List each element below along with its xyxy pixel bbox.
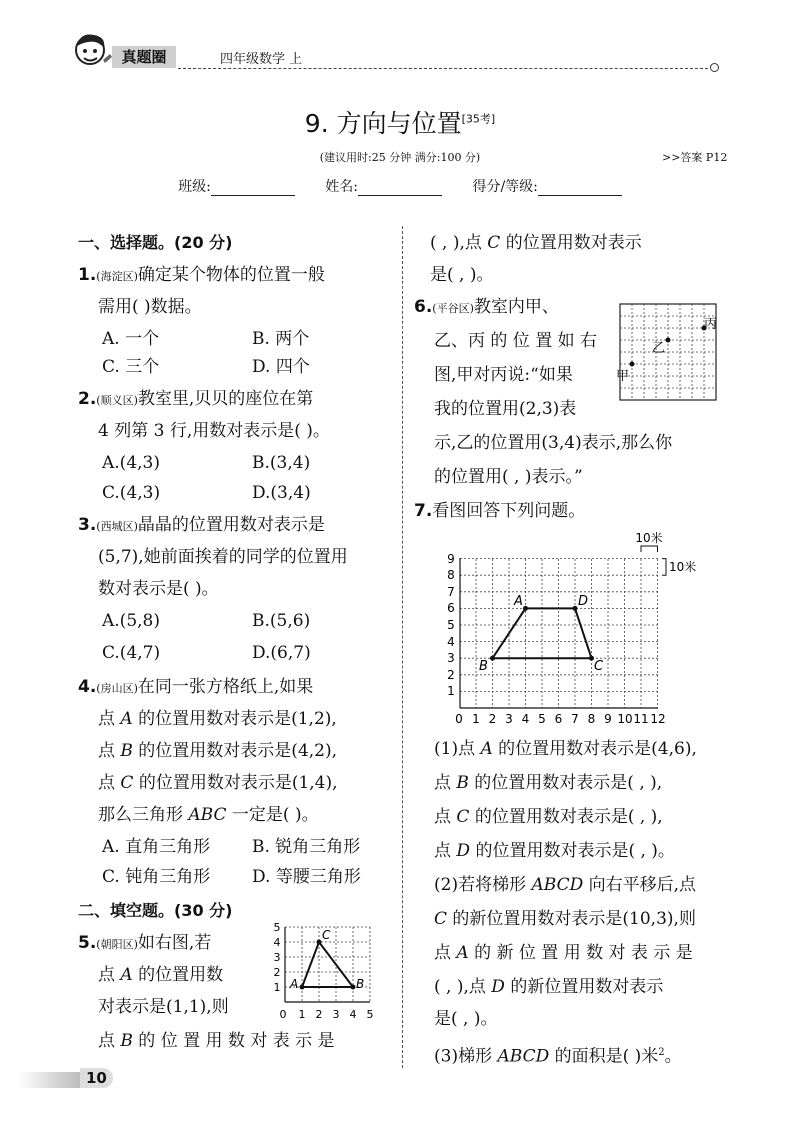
page-number: 10 (80, 1068, 113, 1088)
q7-ytick-2: 2 (447, 668, 455, 682)
q2-district: (顺义区) (96, 394, 138, 407)
q3-option-d[interactable]: D.(6,7) (252, 643, 311, 663)
q7-p2-a: (2)若将梯形 (434, 875, 532, 895)
q7-ytick-4: 4 (447, 635, 455, 649)
q7-xtick-0: 0 (455, 712, 463, 726)
q7-p2-c: 的新位置用数对表示是(10,3),则 (447, 909, 696, 929)
q7-label-d: D (578, 594, 589, 609)
q6-number: 6. (414, 297, 433, 317)
q7-point-d-dot (573, 606, 578, 611)
q7-p3-a: (3)梯形 (434, 1046, 498, 1067)
q2-option-d[interactable]: D.(3,4) (252, 483, 311, 503)
q6-line1 (414, 296, 559, 320)
q4-line4 (98, 772, 338, 794)
q1-option-a[interactable]: A. 一个 (102, 329, 160, 349)
q7-scale-height-label: 10米 (669, 560, 697, 574)
q7-part3-line1 (434, 1042, 682, 1068)
q6-line6: 的位置用( , )表示。” (434, 467, 583, 487)
q3-number: 3. (78, 515, 97, 535)
q7-ytick-5: 5 (447, 618, 455, 632)
q7-p2-trapezoid: ABCD (531, 875, 584, 895)
q7-scale-width-bracket (641, 546, 658, 552)
q4-option-b[interactable]: B. 锐角三角形 (252, 837, 361, 857)
q7-part1-line3 (434, 806, 663, 828)
q5-label-a: A (290, 977, 299, 991)
q5-point-b-dot (351, 985, 356, 990)
q7-part2-line3 (434, 942, 693, 964)
q7-xtick-8: 8 (587, 712, 596, 726)
section-choice-heading: 一、选择题。(20 分) (78, 233, 233, 252)
q2-number: 2. (78, 389, 97, 409)
q4-l4-a: 点 (98, 773, 121, 793)
q7-p2-d: 点 (434, 943, 457, 963)
q1-line1 (78, 264, 325, 288)
q6-seat-grid (612, 300, 724, 406)
q7-p1-f: 的位置用数对表示是( , ), (469, 807, 663, 827)
q7-xtick-1: 1 (472, 712, 480, 726)
q5-ytick-1: 1 (273, 981, 281, 994)
q5-line2 (98, 964, 223, 986)
q7-xtick-11: 11 (633, 712, 649, 726)
q7-part2-line1 (434, 874, 696, 896)
q5-text: 如右图,若 (137, 933, 212, 953)
q7-xtick-10: 10 (617, 712, 633, 726)
q7-ytick-6: 6 (447, 601, 455, 615)
header-dot (710, 63, 719, 72)
page-number-tab (18, 1068, 114, 1092)
q7-p1-point-a: A (480, 739, 493, 759)
brand-label: 真题圈 (112, 46, 176, 68)
q5-ytick-4: 4 (273, 936, 281, 949)
q1-line2: 需用( )数据。 (98, 297, 202, 317)
q5-xtick-1: 1 (298, 1008, 306, 1021)
mascot-logo-icon (70, 30, 114, 74)
q3-option-c[interactable]: C.(4,7) (102, 643, 161, 663)
q6-label-bing: 丙 (704, 317, 718, 332)
q7-xtick-6: 6 (554, 712, 563, 726)
q7-p1-point-d: D (456, 841, 471, 861)
q7-p2-b: 向右平移后,点 (583, 875, 697, 895)
q1-text: 确定某个物体的位置一般 (137, 265, 325, 285)
q4-l5-b: 一定是( )。 (226, 805, 319, 825)
q5-point-c: C (487, 233, 501, 253)
q5-point-a: A (120, 965, 133, 985)
q5-cont-b: 的位置用数对表示 (500, 233, 642, 253)
q4-line1 (78, 676, 313, 700)
q1-option-d[interactable]: D. 四个 (252, 357, 310, 377)
q5-ytick-2: 2 (273, 966, 281, 979)
q5-ytick-5: 5 (273, 921, 281, 934)
q5-cont-line2: 是( , )。 (430, 265, 494, 285)
q7-xtick-5: 5 (538, 712, 546, 726)
q7-text: 看图回答下列问题。 (432, 501, 586, 521)
q5-point-c-dot (317, 940, 322, 945)
q7-p3-trapezoid: ABCD (497, 1046, 550, 1067)
q5-xtick-0: 0 (279, 1008, 287, 1021)
q7-number: 7. (414, 501, 433, 521)
q2-line2: 4 列第 3 行,用数对表示是( )。 (98, 421, 330, 441)
q7-part2-line2 (434, 908, 696, 930)
q5-district: (朝阳区) (96, 938, 138, 951)
q7-p2-f: ( , ),点 (434, 977, 492, 997)
q7-trapezoid-grid (436, 528, 718, 728)
q7-part2-line5: 是( , )。 (434, 1009, 498, 1029)
q2-option-a[interactable]: A.(4,3) (102, 453, 160, 473)
q5-point-b: B (120, 1031, 133, 1051)
q6-line2: 乙、丙 的 位 置 如 右 (434, 331, 598, 351)
q3-line2: (5,7),她前面挨着的同学的位置用 (98, 547, 348, 567)
q4-point-c: C (120, 773, 134, 793)
q7-p1-b: 的位置用数对表示是(4,6), (492, 739, 697, 759)
q7-ytick-8: 8 (447, 568, 455, 582)
q7-label-c: C (594, 659, 604, 674)
q7-ytick-7: 7 (447, 585, 455, 599)
q4-district: (房山区) (96, 682, 138, 695)
answer-reference: >>答案 P12 (662, 151, 728, 164)
q7-part1-line1 (434, 738, 697, 760)
q4-l5-a: 那么三角形 (98, 805, 189, 825)
q7-p1-a: (1)点 (434, 739, 481, 759)
q5-xtick-3: 3 (332, 1008, 340, 1021)
q4-l4-b: 的位置用数对表示是(1,4), (133, 773, 338, 793)
q6-district: (平谷区) (432, 302, 474, 315)
q7-point-a-dot (523, 606, 528, 611)
q5-l4-a: 点 (98, 1031, 121, 1051)
q7-gridlines (460, 559, 658, 708)
q7-part1-line4 (434, 840, 675, 862)
section-fill-heading: 二、填空题。(30 分) (78, 901, 233, 920)
q7-p2-point-c: C (434, 909, 448, 929)
q7-p1-point-c: C (456, 807, 470, 827)
q7-p1-d: 的位置用数对表示是( , ), (468, 773, 663, 793)
q1-district: (海淀区) (96, 270, 138, 283)
q5-line4 (98, 1030, 335, 1052)
student-info-row (0, 176, 800, 196)
q7-p1-c: 点 (434, 773, 457, 793)
q7-xtick-9: 9 (604, 712, 612, 726)
q7-xtick-4: 4 (521, 712, 530, 726)
q7-p1-g: 点 (434, 841, 457, 861)
title-text: 9. 方向与位置 (304, 109, 462, 138)
q3-option-a[interactable]: A.(5,8) (102, 611, 160, 631)
title-tag: [35考] (461, 112, 496, 126)
q4-text: 在同一张方格纸上,如果 (137, 677, 314, 697)
q7-p2-point-d: D (491, 977, 505, 997)
q7-ytick-1: 1 (447, 684, 455, 698)
time-score-note: (建议用时:25 分钟 满分:100 分) (319, 151, 481, 164)
score-label: 得分/等级: (472, 179, 538, 195)
q7-label-b: B (479, 659, 488, 674)
q4-l3-a: 点 (98, 741, 121, 761)
q7-part2-line4 (434, 976, 663, 998)
q3-text: 晶晶的位置用数对表示是 (137, 515, 325, 535)
q5-xtick-5: 5 (366, 1008, 374, 1021)
q5-cont-a: ( , ),点 (430, 233, 488, 253)
q5-l2-a: 点 (98, 965, 121, 985)
q3-district: (西城区) (96, 520, 138, 533)
q6-jia-dot (630, 362, 635, 367)
q7-p2-point-a: A (456, 943, 469, 963)
class-blank[interactable] (211, 181, 295, 196)
q7-label-a: A (514, 594, 523, 609)
q5-ytick-3: 3 (273, 951, 281, 964)
q4-l2-a: 点 (98, 709, 121, 729)
q4-option-d[interactable]: D. 等腰三角形 (252, 867, 361, 887)
q3-line1 (78, 514, 325, 538)
grade-label: 四年级数学 上 (220, 52, 303, 67)
q7-xtick-12: 12 (650, 712, 666, 726)
header-rule (178, 68, 708, 69)
q5-number: 5. (78, 933, 97, 953)
q7-point-b-dot (490, 656, 495, 661)
q2-text: 教室里,贝贝的座位在第 (137, 389, 314, 409)
q6-yi-dot (666, 338, 671, 343)
q7-xtick-2: 2 (488, 712, 497, 726)
q4-l3-b: 的位置用数对表示是(4,2), (132, 741, 338, 761)
q3-option-b[interactable]: B.(5,6) (252, 611, 311, 631)
q4-point-b: B (120, 741, 133, 761)
q5-line1 (78, 932, 211, 956)
q7-p1-point-b: B (456, 773, 469, 793)
q4-line5 (98, 804, 319, 826)
q5-l4-b: 的 位 置 用 数 对 表 示 是 (132, 1031, 335, 1051)
q1-number: 1. (78, 265, 97, 285)
q7-line1 (414, 500, 585, 522)
name-label: 姓名: (325, 179, 358, 195)
q4-line3 (98, 740, 337, 762)
score-blank[interactable] (538, 181, 622, 196)
page-title (0, 104, 800, 140)
q6-text: 教室内甲、 (473, 297, 559, 317)
name-blank[interactable] (358, 181, 442, 196)
q7-p3-squared: 2 (658, 1047, 665, 1058)
page-number-bar (18, 1072, 80, 1088)
q5-triangle-shape (302, 942, 353, 987)
q7-scale-height-bracket (662, 559, 666, 576)
q2-line1 (78, 388, 313, 412)
q6-label-jia: 甲 (616, 369, 630, 384)
q7-p1-h: 的位置用数对表示是( , )。 (470, 841, 675, 861)
q4-l2-b: 的位置用数对表示是(1,2), (132, 709, 337, 729)
q7-p1-e: 点 (434, 807, 457, 827)
q7-p2-e: 的 新 位 置 用 数 对 表 示 是 (468, 943, 693, 963)
q7-p3-end: 。 (664, 1046, 682, 1067)
q5-xtick-4: 4 (349, 1008, 357, 1021)
q4-point-a: A (120, 709, 133, 729)
q1-option-b[interactable]: B. 两个 (252, 329, 310, 349)
q1-option-c[interactable]: C. 三个 (102, 357, 160, 377)
q2-option-c[interactable]: C.(4,3) (102, 483, 161, 503)
column-divider (402, 226, 403, 1068)
q4-line2 (98, 708, 337, 730)
q7-scale-width-label: 10米 (635, 531, 663, 545)
q7-p3-b: 的面积是( )米 (549, 1046, 659, 1067)
q4-option-c[interactable]: C. 钝角三角形 (102, 867, 211, 887)
q5-grid-figure (270, 918, 382, 1028)
q5-label-c: C (322, 928, 331, 942)
q5-point-a-dot (300, 985, 305, 990)
q7-xtick-3: 3 (505, 712, 513, 726)
q7-p2-g: 的新位置用数对表示 (504, 977, 664, 997)
class-label: 班级: (178, 179, 211, 195)
q6-line3: 图,甲对丙说:“如果 (434, 365, 573, 385)
q6-gridlines (620, 304, 716, 400)
q5-label-b: B (356, 977, 365, 991)
q3-line3: 数对表示是( )。 (98, 579, 219, 599)
q6-label-yi: 乙 (652, 341, 666, 356)
q6-line4: 我的位置用(2,3)表 (434, 399, 577, 419)
q5-l2-b: 的位置用数 (132, 965, 224, 985)
q6-line5: 示,乙的位置用(3,4)表示,那么你 (434, 433, 673, 453)
q5-cont-line1 (430, 232, 642, 254)
q7-part1-line2 (434, 772, 662, 794)
q4-number: 4. (78, 677, 97, 697)
q5-xtick-2: 2 (315, 1008, 323, 1021)
q7-ytick-9: 9 (447, 552, 455, 566)
q7-ytick-3: 3 (447, 651, 455, 665)
q5-line3: 对表示是(1,1),则 (98, 997, 229, 1017)
q4-triangle: ABC (188, 805, 227, 825)
q4-option-a[interactable]: A. 直角三角形 (102, 837, 211, 857)
q2-option-b[interactable]: B.(3,4) (252, 453, 311, 473)
q7-xtick-7: 7 (571, 712, 579, 726)
